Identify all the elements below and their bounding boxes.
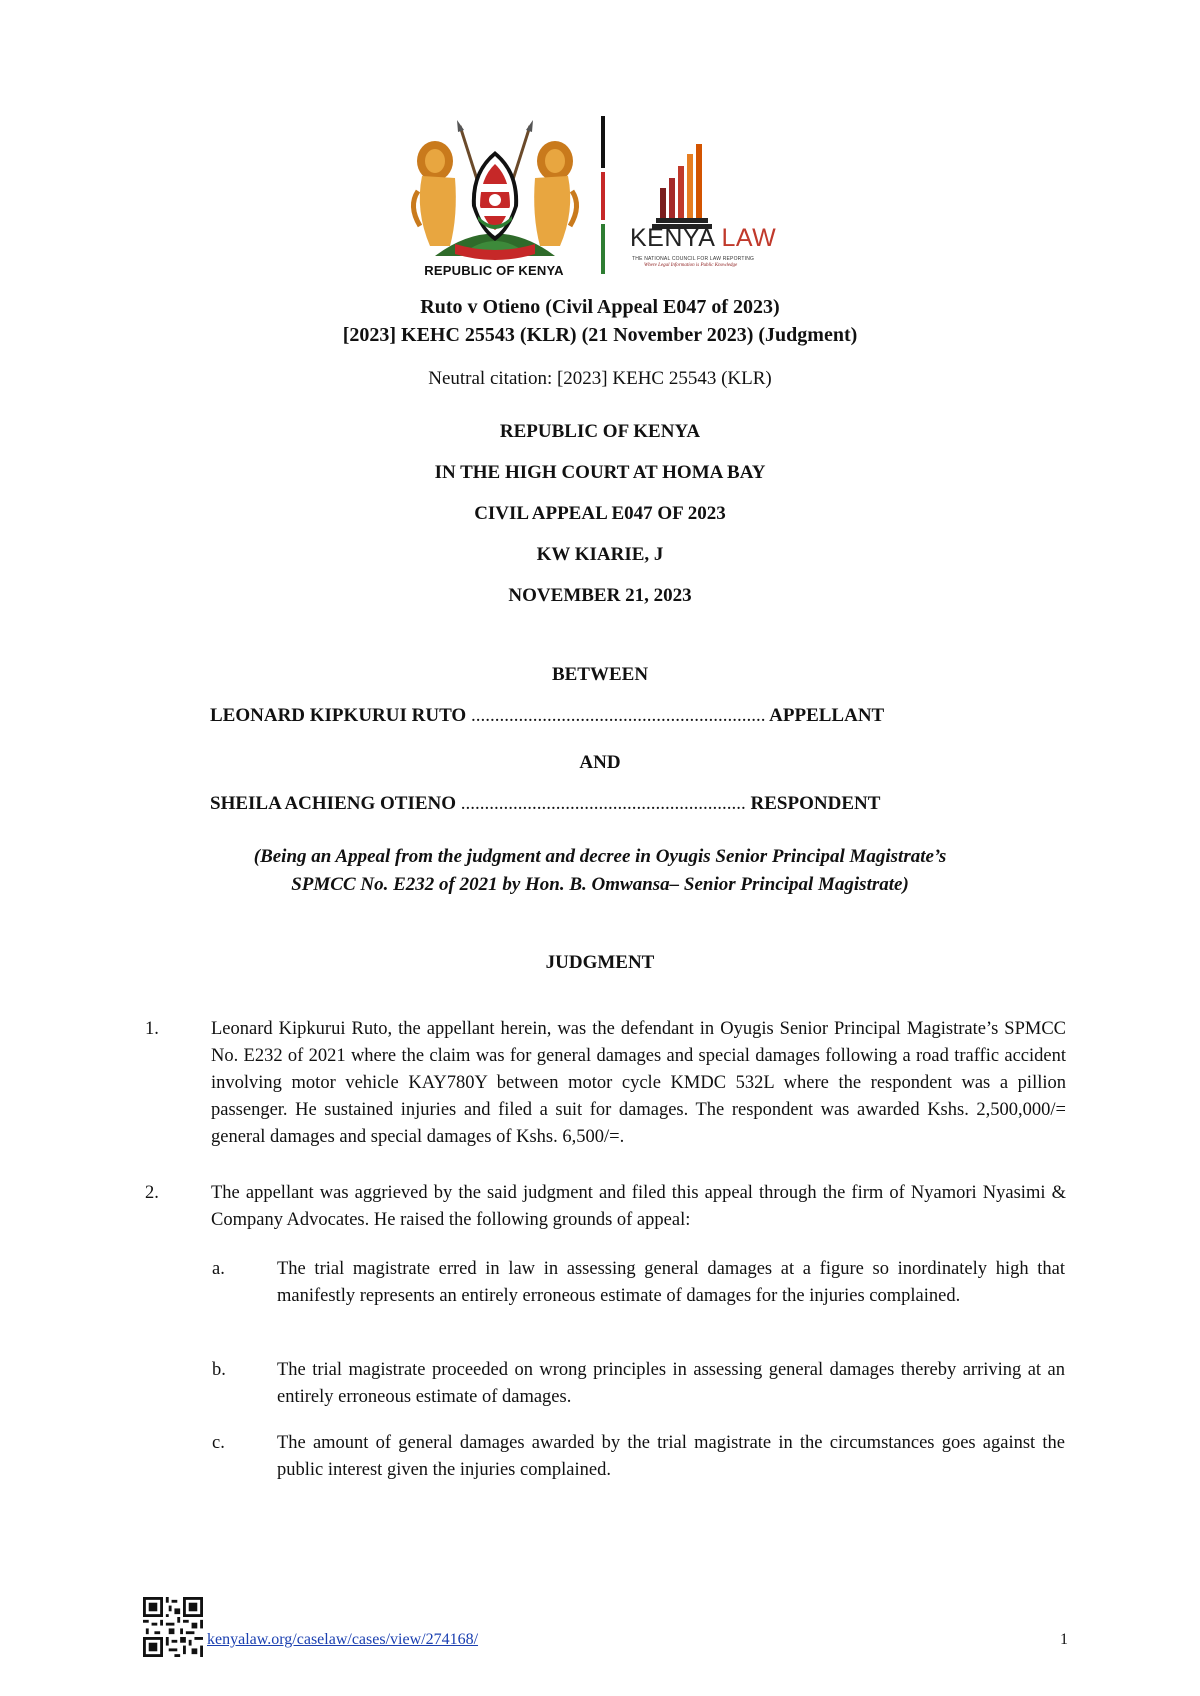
qr-code-icon[interactable] <box>143 1597 203 1657</box>
coat-of-arms-icon <box>400 116 590 266</box>
paragraph-2 <box>145 1180 1065 1236</box>
kenya-law-wordmark <box>630 224 776 253</box>
leader-dots: ............................................................ <box>460 793 746 814</box>
respondent-name: SHEILA ACHIENG OTIENO <box>210 793 457 814</box>
paragraph-number: 2. <box>145 1183 159 1203</box>
coat-of-arms-caption: REPUBLIC OF KENYA <box>424 263 564 278</box>
and-label: AND <box>579 752 621 773</box>
leader-dots: .............................................................. <box>470 705 766 726</box>
judgment-heading: JUDGMENT <box>545 952 655 973</box>
court-heading: IN THE HIGH COURT AT HOMA BAY <box>434 462 766 483</box>
ground-text: The trial magistrate erred in law in assessing general damages at a figure so inordinately high that manifestly represents an entirely erroneous estimate of damages for the injuries complained. <box>277 1259 1065 1306</box>
appeal-note-line1: (Being an Appeal from the judgment and decree in Oyugis Senior Principal Magistrate’s <box>253 846 947 867</box>
ground-text: The trial magistrate proceeded on wrong principles in assessing general damages thereby arriving at an entirely erroneous estimate of damages. <box>277 1360 1065 1407</box>
kenya-law-motto: Where Legal Information is Public Knowledge <box>644 263 738 268</box>
ground-a <box>212 1256 1065 1340</box>
ground-letter: c. <box>212 1433 225 1453</box>
kenya-law-word-law: LAW <box>721 224 777 252</box>
kenya-law-tagline: THE NATIONAL COUNCIL FOR LAW REPORTING <box>632 256 755 262</box>
header-logos <box>400 110 820 290</box>
ground-letter: a. <box>212 1259 225 1279</box>
appellant-role: APPELLANT <box>769 705 885 726</box>
paragraph-number: 1. <box>145 1019 159 1039</box>
between-label: BETWEEN <box>551 664 649 685</box>
paragraph-text: Leonard Kipkurui Ruto, the appellant herein, was the defendant in Oyugis Senior Principal Magistrate’s SPMCC No. E232 of 2021 where the claim was for general damages and special damages following a road traffic accident involving motor vehicle KAY780Y between motor cycle KMDC 532L where the respondent was a pillion passenger. He sustained injuries and filed a suit for damages. The respondent was awarded Kshs. 2,500,000/= general damages and special damages of Kshs. 6,500/=. <box>211 1019 1066 1147</box>
paragraph-text: The appellant was aggrieved by the said judgment and filed this appeal through the firm of Nyamori Nyasimi & Company Advocates. He raised the following grounds of appeal: <box>211 1183 1066 1230</box>
republic-heading: REPUBLIC OF KENYA <box>499 421 701 442</box>
appeal-number: CIVIL APPEAL E047 OF 2023 <box>474 503 726 524</box>
page-number: 1 <box>1060 1631 1068 1648</box>
flag-divider-icon <box>601 116 605 274</box>
case-url-link[interactable]: kenyalaw.org/caselaw/cases/view/274168/ <box>207 1631 479 1648</box>
ground-text: The amount of general damages awarded by the trial magistrate in the circumstances goes against the public interest given the injuries complained. <box>277 1433 1065 1480</box>
appeal-note-line2: SPMCC No. E232 of 2021 by Hon. B. Omwansa– Senior Principal Magistrate) <box>291 874 909 895</box>
ground-c <box>212 1430 1065 1486</box>
respondent-line <box>210 793 1000 815</box>
judge-name: KW KIARIE, J <box>536 544 664 565</box>
case-title-line2: [2023] KEHC 25543 (KLR) (21 November 2023) (Judgment) <box>342 324 858 346</box>
paragraph-1 <box>145 1016 1065 1156</box>
kenya-law-word-kenya: KENYA <box>630 224 715 252</box>
ground-b <box>212 1357 1065 1413</box>
appellant-name: LEONARD KIPKURUI RUTO <box>210 705 467 726</box>
case-title-line1: Ruto v Otieno (Civil Appeal E047 of 2023) <box>420 296 780 318</box>
ground-letter: b. <box>212 1360 226 1380</box>
judgment-date: NOVEMBER 21, 2023 <box>508 585 692 606</box>
respondent-role: RESPONDENT <box>750 793 881 814</box>
neutral-citation: Neutral citation: [2023] KEHC 25543 (KLR) <box>428 368 772 389</box>
appellant-line <box>210 705 1000 727</box>
